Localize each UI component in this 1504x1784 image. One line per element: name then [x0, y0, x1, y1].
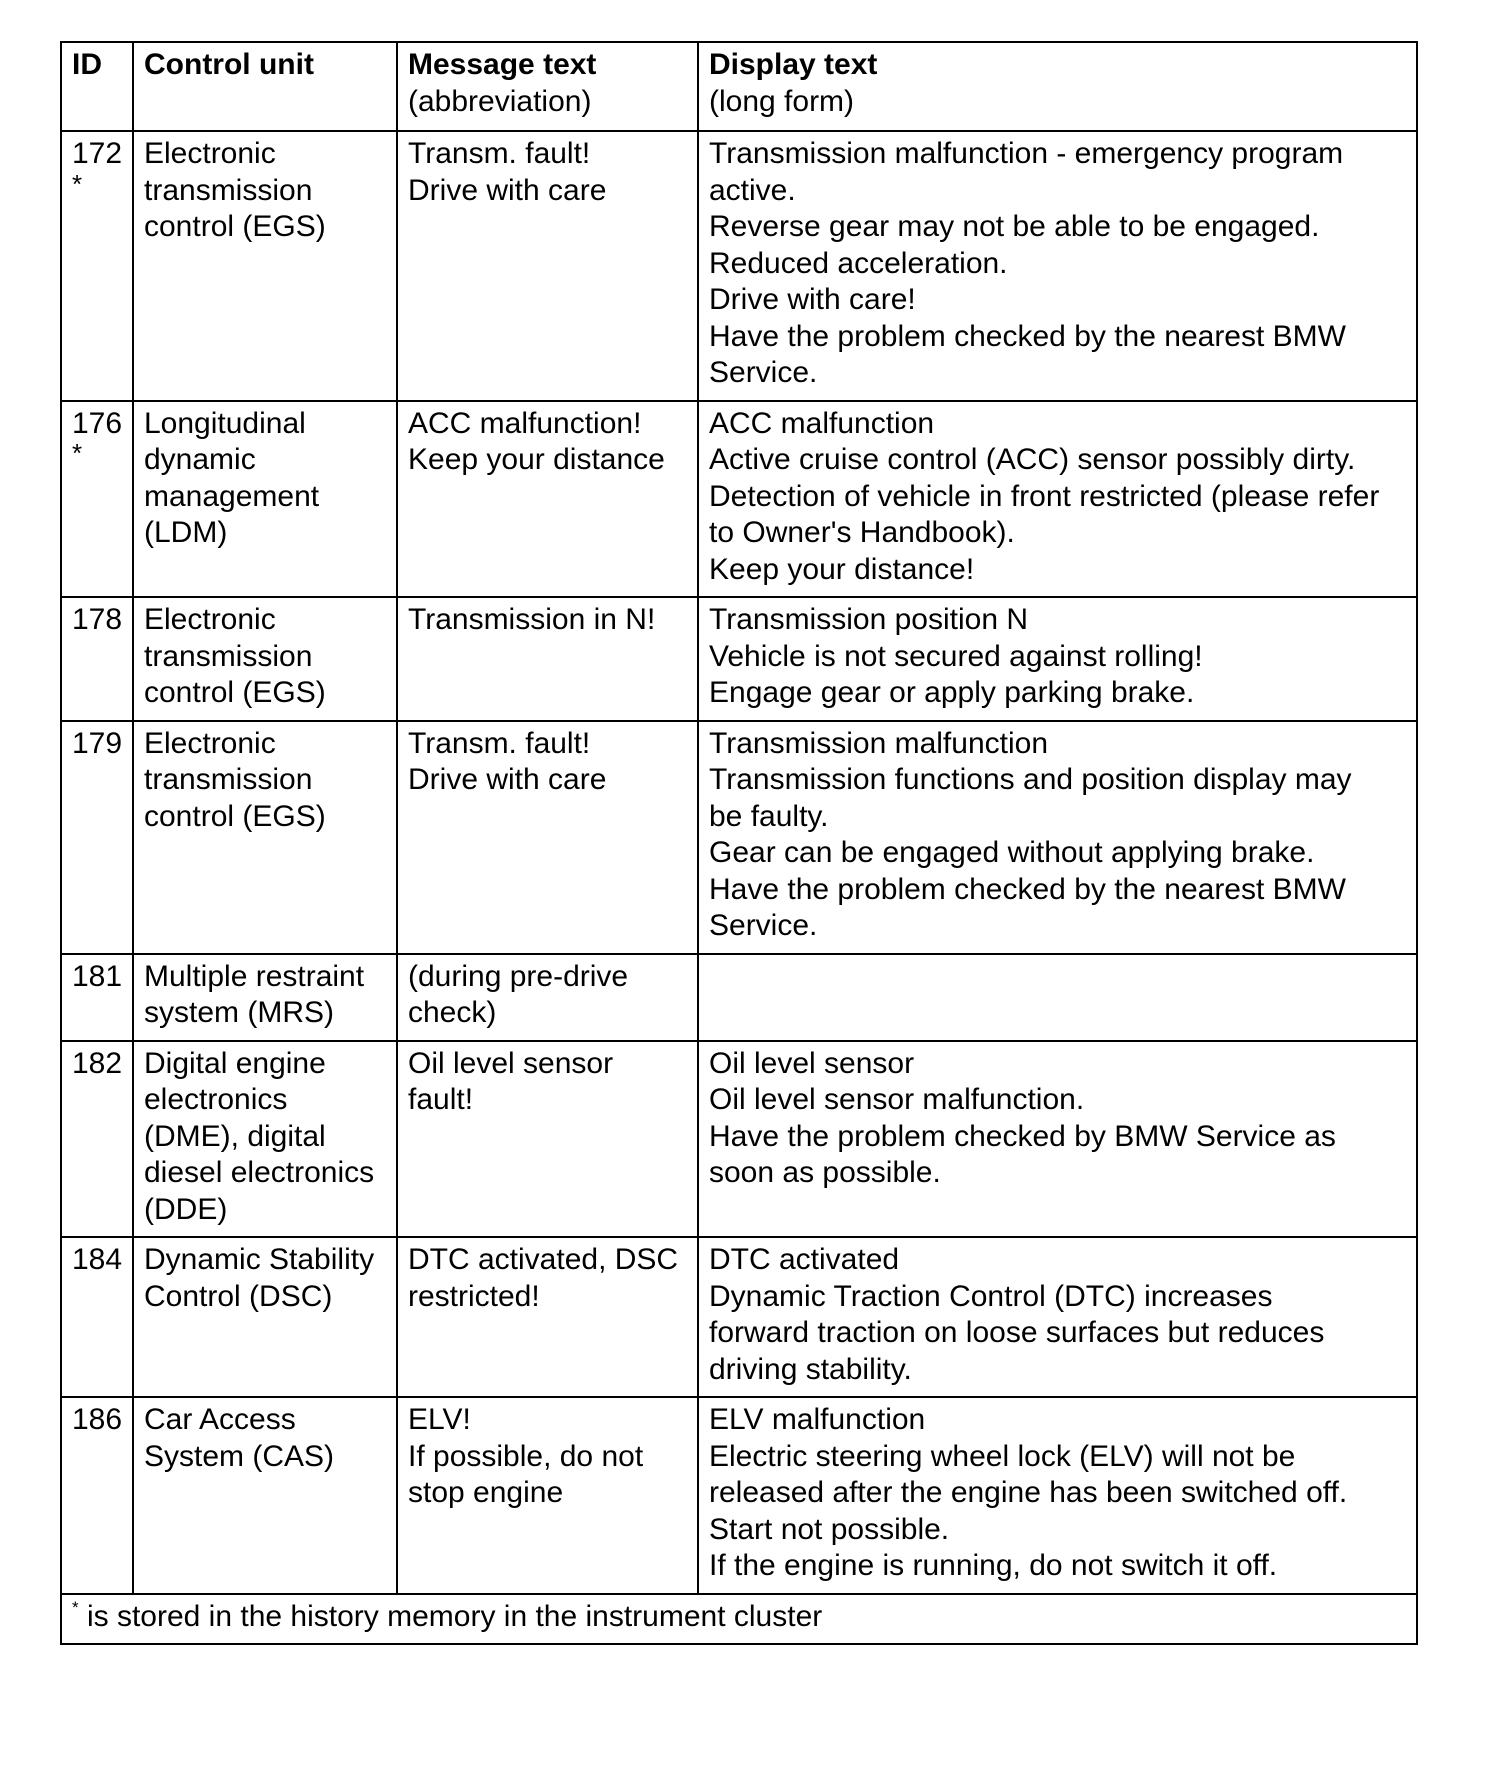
display-text-line: Electric steering wheel lock (ELV) will not be: [709, 1439, 1296, 1473]
control-unit-line: Electronic: [144, 603, 276, 636]
control-unit-line: Control (DSC): [144, 1279, 333, 1313]
footnote-mark: *: [72, 1597, 79, 1617]
control-unit-line: system (MRS): [144, 996, 334, 1029]
display-text-line: Drive with care!: [709, 283, 916, 316]
control-unit-line: Car Access: [144, 1403, 296, 1436]
message-text-line: Drive with care: [408, 173, 607, 207]
header-display-title: Display text: [709, 48, 878, 81]
display-text-cell: [698, 1237, 1417, 1397]
display-text-line: Active cruise control (ACC) sensor possibly dirty.: [709, 443, 1356, 476]
message-text-cell: [397, 1237, 698, 1397]
display-text-line: If the engine is running, do not switch it off.: [709, 1549, 1278, 1582]
table-row: [61, 131, 1417, 401]
display-text-line: Have the problem checked by the nearest BMW: [709, 872, 1346, 906]
header-id: [61, 42, 133, 131]
message-text-line: Transmission in N!: [408, 603, 656, 636]
table-body: [61, 131, 1417, 1594]
message-id: 184: [72, 1243, 123, 1276]
display-text-line: Reverse gear may not be able to be engaged.: [709, 210, 1320, 243]
message-text-line: Transm. fault!: [408, 726, 591, 760]
footnote-cell: [61, 1594, 1417, 1645]
header-message-text: [397, 42, 698, 131]
control-unit-line: control (EGS): [144, 676, 326, 709]
display-text-line: Oil level sensor: [709, 1046, 915, 1080]
message-text-line: Transm. fault!: [408, 137, 591, 170]
control-unit-line: Longitudinal: [144, 406, 306, 440]
table-header-row: [61, 42, 1417, 131]
control-unit-line: Electronic: [144, 726, 276, 760]
table-row: [61, 1041, 1417, 1238]
message-text-line: fault!: [408, 1083, 474, 1116]
display-text-line: forward traction on loose surfaces but reduces: [709, 1316, 1325, 1349]
message-text-line: DTC activated, DSC: [408, 1243, 679, 1276]
display-text-line: Engage gear or apply parking brake.: [709, 676, 1195, 709]
table-row: [61, 597, 1417, 721]
id-cell: [61, 1397, 133, 1594]
header-display-text: [698, 42, 1417, 131]
id-cell: [61, 401, 133, 598]
control-unit-cell: [133, 401, 397, 598]
message-text-cell: [397, 1041, 698, 1238]
message-text-cell: [397, 131, 698, 401]
message-text-line: (during pre-drive: [408, 959, 629, 993]
display-text-line: Dynamic Traction Control (DTC) increases: [709, 1279, 1273, 1313]
display-text-line: Vehicle is not secured against rolling!: [709, 639, 1203, 673]
display-text-line: Transmission malfunction - emergency program: [709, 137, 1344, 170]
control-unit-line: Dynamic Stability: [144, 1243, 375, 1276]
message-id: 178: [72, 603, 123, 636]
display-text-cell: [698, 1397, 1417, 1594]
display-text-line: Service.: [709, 356, 818, 389]
message-text-cell: [397, 597, 698, 721]
control-unit-line: Electronic: [144, 137, 276, 170]
control-unit-line: dynamic: [144, 443, 256, 476]
message-text-line: If possible, do not: [408, 1439, 644, 1473]
control-unit-line: transmission: [144, 763, 313, 796]
control-unit-cell: [133, 131, 397, 401]
display-text-cell: [698, 597, 1417, 721]
control-unit-line: management: [144, 479, 320, 513]
display-text-line: Service.: [709, 909, 818, 942]
display-text-line: Transmission position N: [709, 603, 1028, 636]
message-id: 172: [72, 137, 123, 170]
message-text-cell: [397, 401, 698, 598]
header-message-subtitle: (abbreviation): [408, 84, 592, 118]
display-text-cell: [698, 954, 1417, 1041]
message-text-cell: [397, 721, 698, 954]
footnote-text: is stored in the history memory in the instrument cluster: [86, 1599, 823, 1633]
history-memory-marker: *: [72, 438, 83, 468]
display-text-line: driving stability.: [709, 1352, 912, 1386]
control-unit-cell: [133, 1041, 397, 1238]
message-text-line: ACC malfunction!: [408, 406, 642, 440]
message-text-line: restricted!: [408, 1279, 540, 1313]
footnote-row: [61, 1594, 1417, 1645]
table-row: [61, 1237, 1417, 1397]
display-text-line: Keep your distance!: [709, 552, 975, 586]
display-text-line: DTC activated: [709, 1243, 900, 1276]
display-text-line: Transmission functions and position display may: [709, 763, 1352, 796]
id-cell: [61, 1041, 133, 1238]
message-id: 181: [72, 959, 123, 993]
control-unit-cell: [133, 954, 397, 1041]
display-text-line: soon as possible.: [709, 1156, 941, 1189]
display-text-line: Transmission malfunction: [709, 726, 1049, 760]
display-text-cell: [698, 131, 1417, 401]
display-text-line: Have the problem checked by the nearest BMW: [709, 319, 1346, 353]
display-text-cell: [698, 1041, 1417, 1238]
control-unit-line: transmission: [144, 173, 313, 207]
header-message-title: Message text: [408, 48, 597, 81]
display-text-line: active.: [709, 173, 796, 207]
message-text-line: check): [408, 996, 497, 1029]
id-cell: [61, 1237, 133, 1397]
control-unit-line: System (CAS): [144, 1439, 335, 1473]
display-text-line: Start not possible.: [709, 1512, 950, 1546]
display-text-line: Detection of vehicle in front restricted (please refer: [709, 479, 1380, 513]
display-text-line: be faulty.: [709, 799, 829, 833]
display-text-line: to Owner's Handbook).: [709, 516, 1015, 549]
table-row: [61, 721, 1417, 954]
control-unit-line: transmission: [144, 639, 313, 673]
message-id: 179: [72, 726, 123, 760]
message-id: 176: [72, 406, 123, 440]
control-unit-line: control (EGS): [144, 210, 326, 243]
header-id-label: ID: [72, 48, 102, 81]
header-control-unit-label: Control unit: [144, 48, 314, 81]
display-text-line: Gear can be engaged without applying brake.: [709, 836, 1315, 869]
display-text-line: Oil level sensor malfunction.: [709, 1083, 1085, 1116]
display-text-cell: [698, 721, 1417, 954]
id-cell: [61, 954, 133, 1041]
control-unit-cell: [133, 1237, 397, 1397]
control-unit-line: (DME), digital: [144, 1119, 326, 1153]
control-unit-line: (DDE): [144, 1192, 228, 1226]
message-text-line: ELV!: [408, 1403, 471, 1436]
table-row: [61, 401, 1417, 598]
message-id: 186: [72, 1403, 123, 1436]
control-unit-line: Digital engine: [144, 1046, 326, 1080]
message-text-line: stop engine: [408, 1476, 564, 1509]
message-id: 182: [72, 1046, 123, 1080]
control-unit-cell: [133, 1397, 397, 1594]
id-cell: [61, 721, 133, 954]
control-unit-cell: [133, 597, 397, 721]
control-unit-line: control (EGS): [144, 799, 326, 833]
display-text-line: Have the problem checked by BMW Service as: [709, 1119, 1336, 1153]
control-unit-cell: [133, 721, 397, 954]
control-unit-line: electronics: [144, 1083, 288, 1116]
header-control-unit: [133, 42, 397, 131]
display-text-cell: [698, 401, 1417, 598]
display-text-line: Reduced acceleration.: [709, 246, 1008, 280]
history-memory-marker: *: [72, 168, 83, 199]
control-unit-line: Multiple restraint: [144, 959, 365, 993]
id-cell: [61, 131, 133, 401]
header-display-subtitle: (long form): [709, 84, 855, 118]
display-text-line: ELV malfunction: [709, 1403, 926, 1436]
message-text-line: Keep your distance: [408, 443, 665, 476]
id-cell: [61, 597, 133, 721]
display-text-line: released after the engine has been switched off.: [709, 1476, 1348, 1509]
control-unit-line: diesel electronics: [144, 1156, 375, 1189]
control-unit-line: (LDM): [144, 516, 228, 549]
display-text-line: ACC malfunction: [709, 406, 935, 440]
message-text-line: Drive with care: [408, 763, 607, 796]
message-text-cell: [397, 1397, 698, 1594]
table-row: [61, 954, 1417, 1041]
message-text-line: Oil level sensor: [408, 1046, 614, 1080]
message-text-cell: [397, 954, 698, 1041]
control-unit-message-table: [60, 41, 1418, 1645]
table-row: [61, 1397, 1417, 1594]
